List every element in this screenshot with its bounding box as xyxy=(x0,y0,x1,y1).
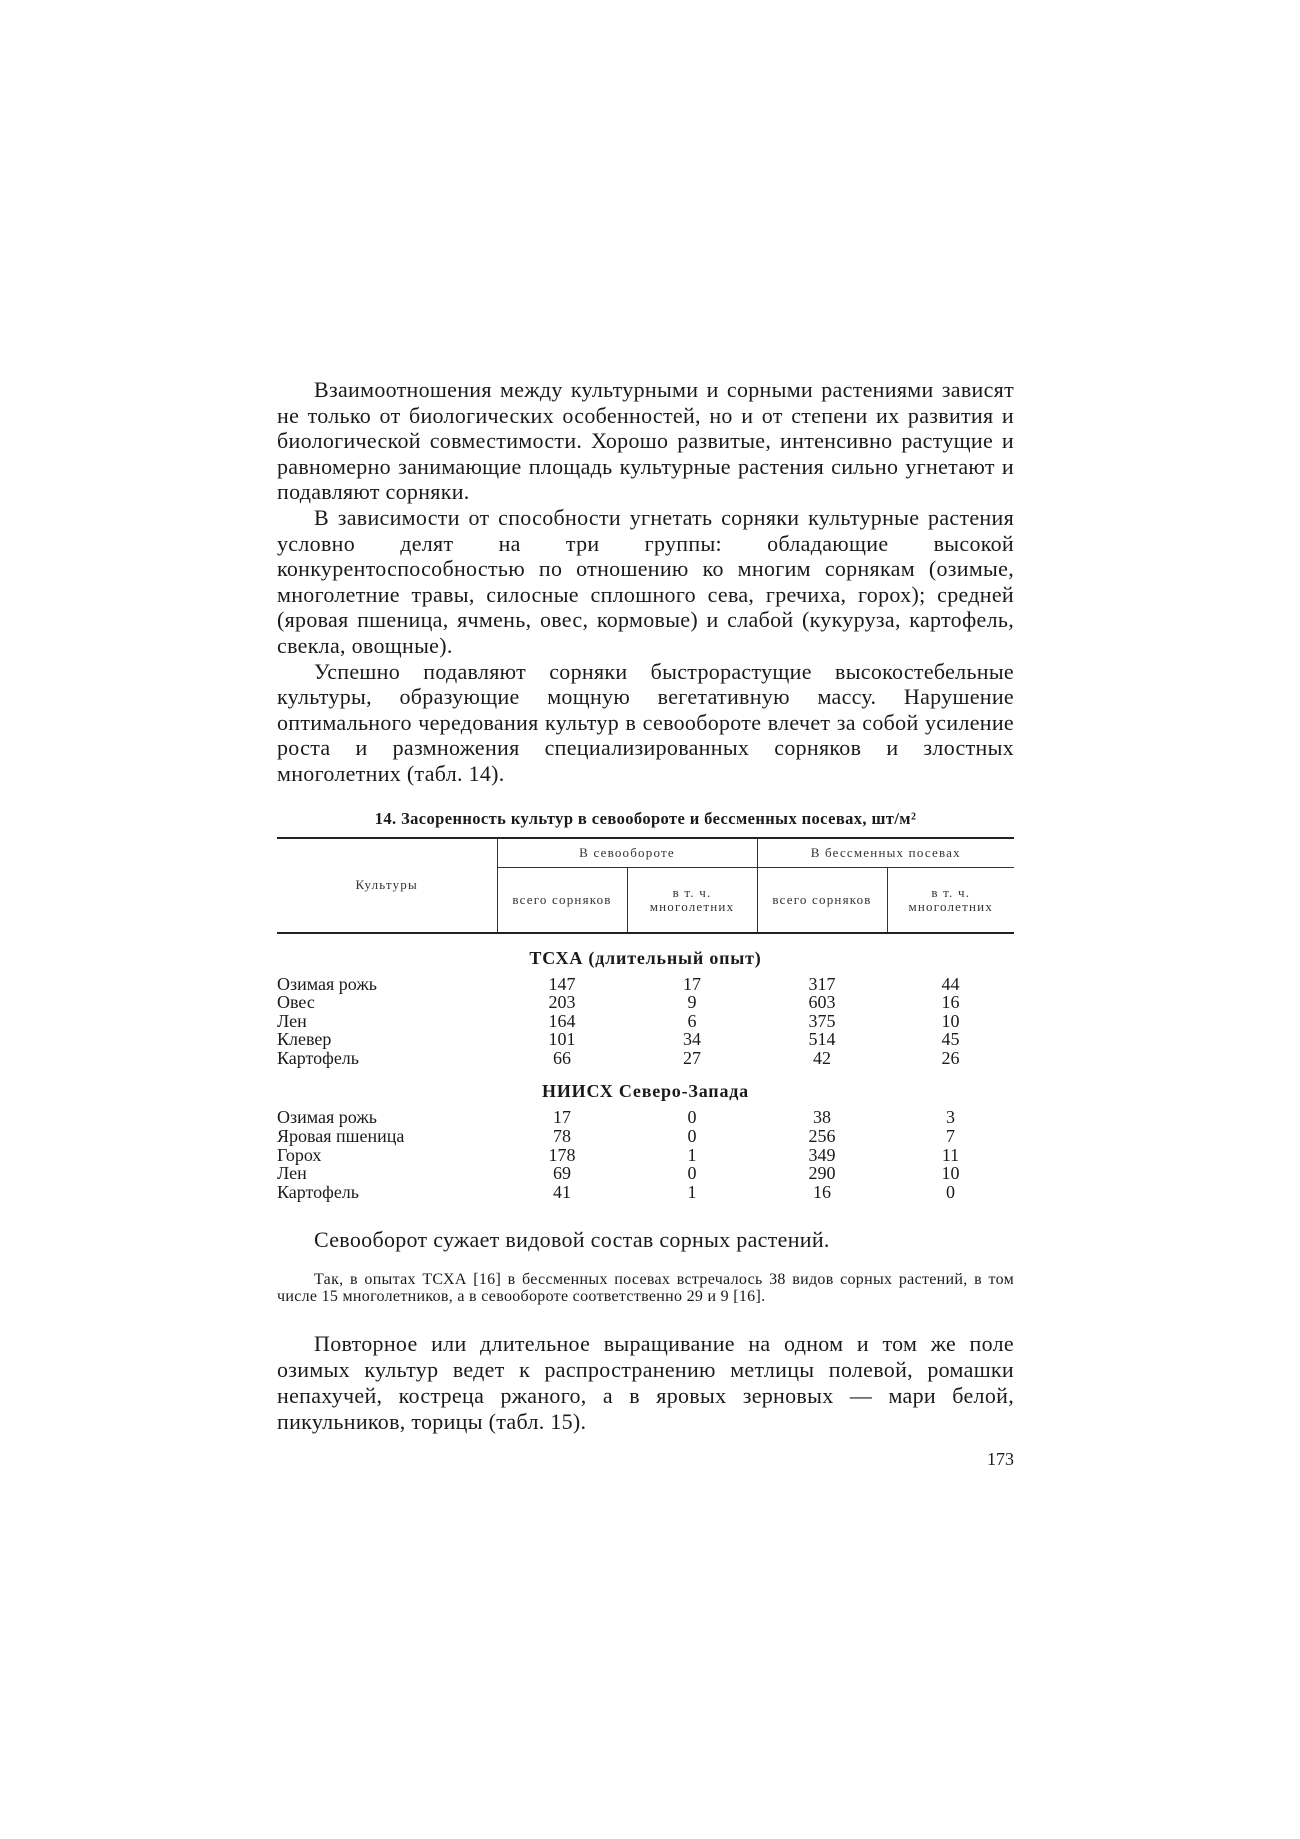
table-row xyxy=(277,975,1014,994)
header-crops: Культуры xyxy=(277,838,497,933)
value-cell: 0 xyxy=(687,1126,697,1147)
value-cell: 10 xyxy=(941,1010,960,1031)
crop-name-cell: Овес xyxy=(277,992,315,1013)
value-cell: 66 xyxy=(553,1047,571,1068)
footnote-note: Так, в опытах ТСХА [16] в бессменных посевах встречалось 38 видов сорных растений, в том числе 15 многолетников, а в севообороте соответственно 29 и 9 [16]. xyxy=(277,1271,1014,1306)
table-section-header xyxy=(277,1067,1014,1108)
table-row xyxy=(277,1183,1014,1202)
value-cell: 101 xyxy=(548,1029,576,1050)
value-cell: 45 xyxy=(941,1029,960,1050)
crop-name-cell: Клевер xyxy=(277,1029,332,1050)
crop-name-cell: Лен xyxy=(277,1163,307,1184)
value-cell: 16 xyxy=(941,992,960,1013)
table-row xyxy=(277,1164,1014,1183)
value-cell: 0 xyxy=(946,1181,955,1202)
header-rotation-total: всего сорняков xyxy=(497,867,627,933)
crop-name-cell: Озимая рожь xyxy=(277,1107,377,1128)
header-rotation-perennial: в т. ч. многолетних xyxy=(627,867,757,933)
value-cell: 42 xyxy=(813,1047,831,1068)
section-title: ТСХА (длительный опыт) xyxy=(529,947,762,968)
table-body xyxy=(277,934,1014,1202)
value-cell: 0 xyxy=(687,1163,697,1184)
header-rotation: В севообороте xyxy=(497,838,757,868)
crop-name-cell: Яровая пшеница xyxy=(277,1126,405,1147)
value-cell: 41 xyxy=(553,1181,571,1202)
value-cell: 256 xyxy=(808,1126,836,1147)
value-cell: 164 xyxy=(548,1010,576,1031)
value-cell: 375 xyxy=(808,1010,836,1031)
value-cell: 9 xyxy=(687,992,697,1013)
final-paragraph: Повторное или длительное выращивание на одном и том же поле озимых культур ведет к распространению метлицы полевой, ромашки непахучей, костреца ржаного, а в яровых зерновых — мари белой, пикульников, торицы (табл. 15). xyxy=(277,1331,1014,1435)
page-number: 173 xyxy=(987,1449,1014,1470)
value-cell: 290 xyxy=(808,1163,836,1184)
value-cell: 1 xyxy=(687,1144,697,1165)
table-row xyxy=(277,1030,1014,1049)
paragraph-3: Успешно подавляют сорняки быстрорастущие высокостебельные культуры, образующие мощную вегетативную массу. Нарушение оптимального чередования культур в севообороте влечет за собой усиление роста и размножения специализированных сорняков и злостных многолетних (табл. 14). xyxy=(277,658,1014,786)
value-cell: 349 xyxy=(808,1144,836,1165)
table-section-header xyxy=(277,934,1014,975)
value-cell: 11 xyxy=(941,1144,960,1165)
weed-infestation-table xyxy=(277,837,1014,1202)
value-cell: 16 xyxy=(813,1181,831,1202)
page-content xyxy=(277,377,1014,1470)
table-row xyxy=(277,1146,1014,1165)
header-permanent-total: всего сорняков xyxy=(757,867,887,933)
value-cell: 7 xyxy=(946,1126,955,1147)
crop-name-cell: Лен xyxy=(277,1010,307,1031)
value-cell: 3 xyxy=(946,1107,955,1128)
value-cell: 147 xyxy=(548,973,576,994)
crop-name-cell: Картофель xyxy=(277,1047,359,1068)
value-cell: 317 xyxy=(808,973,836,994)
value-cell: 27 xyxy=(683,1047,701,1068)
table-row xyxy=(277,1127,1014,1146)
crop-name-cell: Горох xyxy=(277,1144,322,1165)
value-cell: 203 xyxy=(548,992,576,1013)
rotation-statement: Севооборот сужает видовой состав сорных растений. xyxy=(314,1227,830,1253)
table-row xyxy=(277,1049,1014,1068)
value-cell: 17 xyxy=(553,1107,571,1128)
section-title: НИИСХ Северо-Запада xyxy=(542,1081,749,1102)
value-cell: 6 xyxy=(687,1010,697,1031)
table-row xyxy=(277,1012,1014,1031)
value-cell: 603 xyxy=(808,992,836,1013)
value-cell: 178 xyxy=(548,1144,576,1165)
table-row xyxy=(277,993,1014,1012)
value-cell: 69 xyxy=(553,1163,571,1184)
value-cell: 1 xyxy=(687,1181,697,1202)
value-cell: 0 xyxy=(687,1107,697,1128)
crop-name-cell: Озимая рожь xyxy=(277,973,377,994)
value-cell: 38 xyxy=(813,1107,831,1128)
header-permanent: В бессменных посевах xyxy=(757,838,1014,868)
paragraph-1: Взаимоотношения между культурными и сорными растениями зависят не только от биологических особенностей, но и от степени их развития и биологической совместимости. Хорошо развитые, интенсивно растущие и равномерно занимающие площадь культурные растения сильно угнетают и подавляют сорняки. xyxy=(277,377,1014,505)
table-caption: 14. Засоренность культур в севообороте и бессменных посевах, шт/м² xyxy=(374,808,917,828)
crop-name-cell: Картофель xyxy=(277,1181,359,1202)
value-cell: 17 xyxy=(683,973,701,994)
table-row xyxy=(277,1108,1014,1127)
value-cell: 514 xyxy=(808,1029,836,1050)
header-permanent-perennial: в т. ч. многолетних xyxy=(887,867,1014,933)
value-cell: 44 xyxy=(941,973,960,994)
value-cell: 10 xyxy=(941,1163,960,1184)
paragraph-2: В зависимости от способности угнетать сорняки культурные растения условно делят на три группы: обладающие высокой конкурентоспособностью по отношению ко многим сорнякам (озимые, многолетние травы, силосные сплошного сева, гречиха, горох); средней (яровая пшеница, ячмень, овес, кормовые) и слабой (кукуруза, картофель, свекла, овощные). xyxy=(277,504,1014,658)
value-cell: 78 xyxy=(553,1126,571,1147)
value-cell: 26 xyxy=(941,1047,960,1068)
value-cell: 34 xyxy=(683,1029,701,1050)
